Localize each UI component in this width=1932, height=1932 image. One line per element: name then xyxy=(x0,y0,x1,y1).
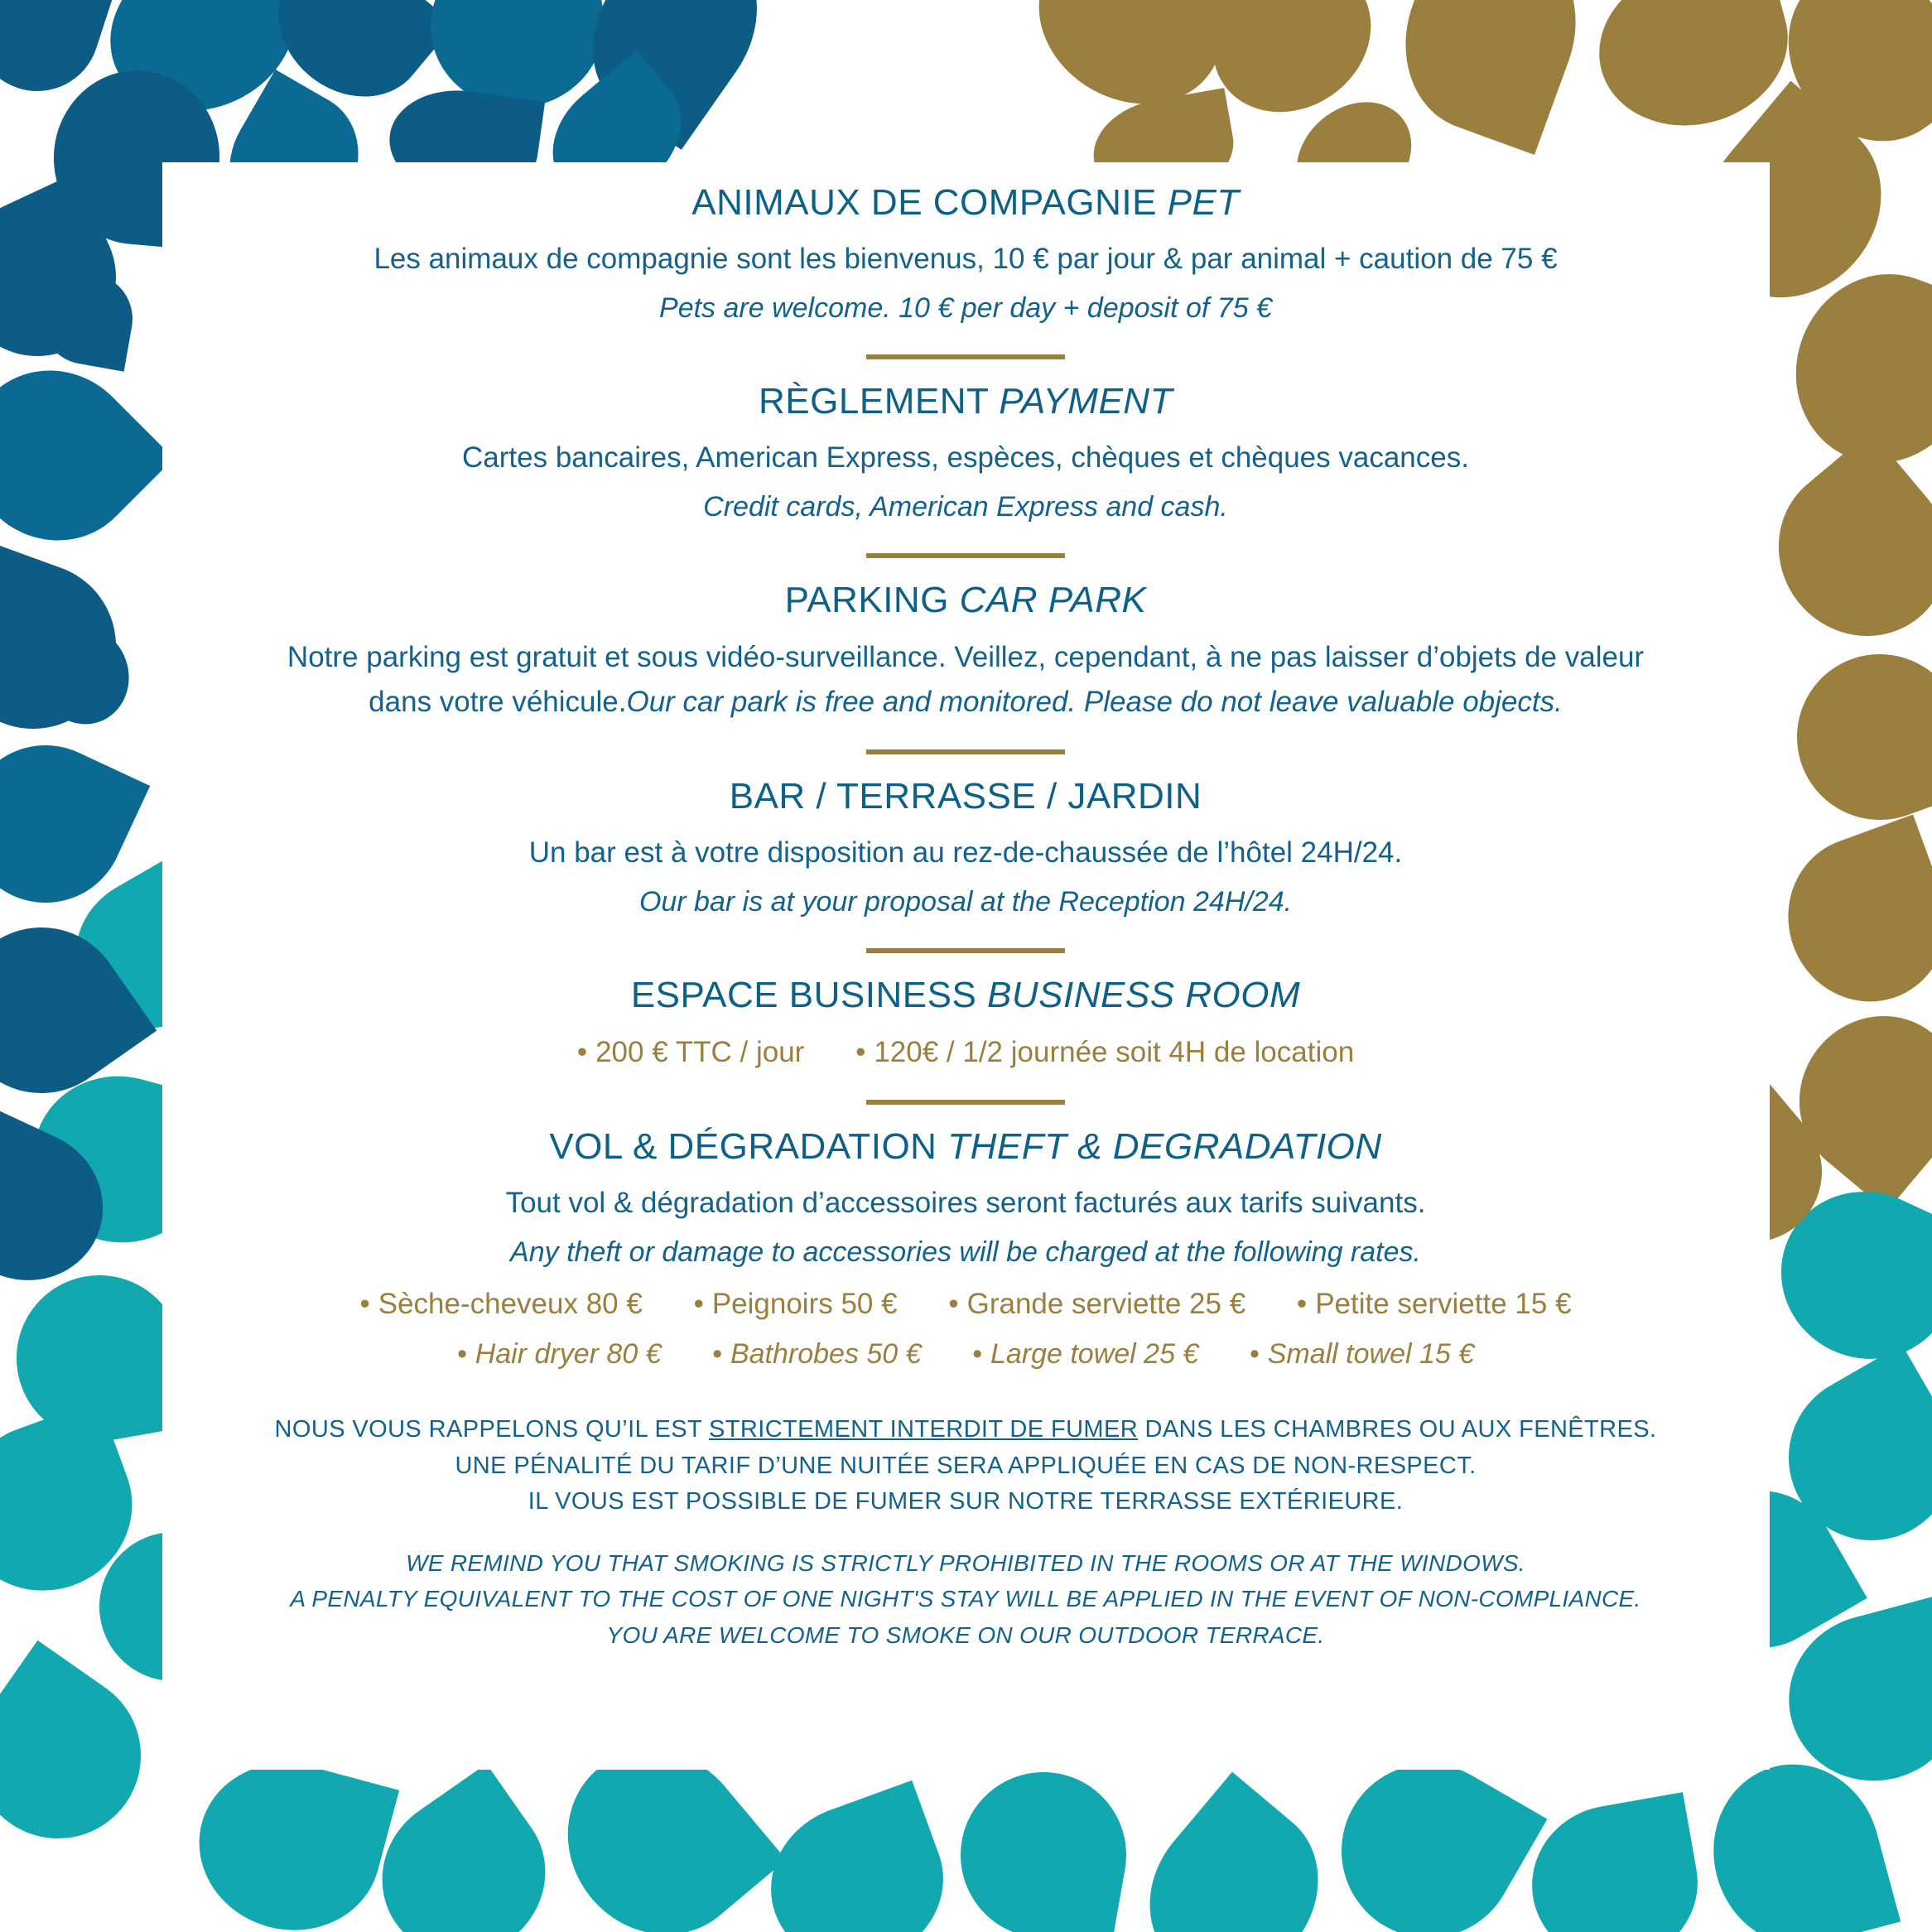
section-theft-text-en: Any theft or damage to accessories will be charged at the following rates. xyxy=(510,1236,1421,1269)
section-parking-text-en: Our car park is free and monitored. Please do not leave valuable objects. xyxy=(626,686,1563,719)
section-parking-text-fr: Notre parking est gratuit et sous vidéo-surveillance. Veillez, cependant, à ne pas laisser d’objets de valeur dans votre véhicule. xyxy=(287,640,1645,719)
bullet-icon: • xyxy=(456,1337,467,1370)
petal-decor-icon xyxy=(1744,431,1932,670)
list-item-label: Petite serviette 15 € xyxy=(1315,1288,1572,1321)
section-divider xyxy=(866,354,1065,359)
list-item-label: Peignoirs 50 € xyxy=(711,1288,898,1321)
section-business-title xyxy=(262,975,1669,1017)
list-item xyxy=(855,1030,1354,1075)
document-body xyxy=(262,182,1669,1653)
list-item xyxy=(1250,1332,1474,1376)
section-pets-text-fr: Les animaux de compagnie sont les bienvenus, 10 € par jour & par animal + caution de 75 € xyxy=(373,242,1558,275)
section-divider xyxy=(866,749,1065,754)
theft-price-list-en xyxy=(262,1332,1669,1376)
section-payment xyxy=(262,381,1669,528)
section-parking-title-fr: PARKING xyxy=(784,580,949,621)
smoking-notice-en xyxy=(262,1545,1669,1653)
bullet-icon: • xyxy=(1249,1337,1260,1370)
section-bar-text-en: Our bar is at your proposal at the Reception 24H/24. xyxy=(638,886,1293,918)
section-bar-title xyxy=(262,776,1669,818)
content-card xyxy=(162,162,1770,1770)
bullet-icon: • xyxy=(948,1288,959,1321)
smoking-notice-en-line1: WE REMIND YOU THAT SMOKING IS STRICTLY PROHIBITED IN THE ROOMS OR AT THE WINDOWS. xyxy=(406,1549,1525,1576)
petal-decor-icon xyxy=(1379,0,1602,155)
section-theft-title-en: THEFT & DEGRADATION xyxy=(947,1126,1382,1168)
section-parking-title xyxy=(262,580,1669,622)
section-payment-text-fr: Cartes bancaires, American Express, espèces, chèques et chèques vacances. xyxy=(462,441,1469,474)
section-payment-text-en: Credit cards, American Express and cash. xyxy=(703,491,1228,523)
list-item xyxy=(712,1332,922,1376)
section-business-title-fr: ESPACE BUSINESS xyxy=(630,975,977,1016)
bullet-icon: • xyxy=(576,1035,588,1068)
section-pets-title xyxy=(262,182,1669,224)
section-pets-text-en: Pets are welcome. 10 € per day + deposit of 75 € xyxy=(659,292,1272,325)
list-item-label: 120€ / 1/2 journée soit 4H de location xyxy=(874,1035,1355,1068)
petal-decor-icon xyxy=(181,1743,399,1932)
smoking-notice-fr-line1 xyxy=(262,1412,1669,1448)
bullet-icon: • xyxy=(855,1035,866,1068)
section-divider xyxy=(866,1100,1065,1105)
list-item-label: Grande serviette 25 € xyxy=(966,1288,1246,1321)
petal-decor-icon xyxy=(1766,815,1932,1024)
section-bar xyxy=(262,776,1669,923)
smoking-fr-after: DANS LES CHAMBRES OU AUX FENÊTRES. xyxy=(1138,1416,1657,1443)
section-pets-title-en: PET xyxy=(1167,182,1240,223)
bullet-icon: • xyxy=(359,1288,370,1321)
section-business xyxy=(262,975,1669,1075)
list-item xyxy=(359,1282,642,1327)
petal-decor-icon xyxy=(947,1759,1139,1932)
section-payment-title-fr: RÈGLEMENT xyxy=(759,381,989,422)
list-item-label: 200 € TTC / jour xyxy=(595,1035,805,1068)
section-theft xyxy=(262,1126,1669,1376)
petal-decor-icon xyxy=(1520,1792,1710,1932)
list-item-label: Sèche-cheveux 80 € xyxy=(378,1288,643,1321)
section-business-title-en: BUSINESS ROOM xyxy=(987,975,1301,1016)
list-item xyxy=(972,1332,1198,1376)
petal-decor-icon xyxy=(1774,631,1932,843)
section-parking-text xyxy=(262,635,1669,725)
petal-decor-icon xyxy=(0,335,174,576)
section-payment-title xyxy=(262,381,1669,423)
smoking-notice-fr xyxy=(262,1412,1669,1520)
list-item xyxy=(948,1282,1245,1327)
section-bar-title-fr: BAR / TERRASSE / JARDIN xyxy=(729,776,1202,817)
list-item xyxy=(1297,1282,1572,1327)
list-item xyxy=(577,1030,805,1075)
list-item-label: Small towel 15 € xyxy=(1267,1337,1475,1370)
smoking-notice-en-line2: A PENALTY EQUIVALENT TO THE COST OF ONE NIGHT'S STAY WILL BE APPLIED IN THE EVENT OF NON-COMPLIANCE. xyxy=(290,1586,1641,1612)
smoking-notice-fr-line2: UNE PÉNALITÉ DU TARIF D’UNE NUITÉE SERA APPLIQUÉE EN CAS DE NON-RESPECT. xyxy=(455,1452,1477,1479)
section-divider xyxy=(866,948,1065,953)
list-item-label: Large towel 25 € xyxy=(990,1337,1199,1370)
smoking-fr-underline: STRICTEMENT INTERDIT DE FUMER xyxy=(709,1416,1139,1443)
theft-price-list-fr xyxy=(262,1282,1669,1327)
list-item xyxy=(457,1332,662,1376)
section-theft-title xyxy=(262,1126,1669,1168)
petal-decor-icon xyxy=(1115,1772,1353,1932)
smoking-notice-fr-line3: IL VOUS EST POSSIBLE DE FUMER SUR NOTRE TERRASSE EXTÉRIEURE. xyxy=(528,1488,1404,1515)
bullet-icon: • xyxy=(972,1337,982,1370)
section-bar-text-fr: Un bar est à votre disposition au rez-de-chaussée de l’hôtel 24H/24. xyxy=(528,836,1403,869)
bullet-icon: • xyxy=(1296,1288,1308,1321)
petal-decor-icon xyxy=(749,1780,966,1932)
list-item-label: Hair dryer 80 € xyxy=(475,1337,662,1370)
bullet-icon: • xyxy=(712,1337,722,1370)
section-payment-title-en: PAYMENT xyxy=(999,381,1173,422)
section-pets-title-fr: ANIMAUX DE COMPAGNIE xyxy=(691,182,1157,223)
list-item-label: Bathrobes 50 € xyxy=(730,1337,922,1370)
section-parking xyxy=(262,580,1669,725)
section-divider xyxy=(866,553,1065,558)
section-pets xyxy=(262,182,1669,330)
section-theft-text-fr: Tout vol & dégradation d’accessoires seront facturés aux tarifs suivants. xyxy=(505,1186,1426,1219)
section-parking-title-en: CAR PARK xyxy=(959,580,1147,621)
section-theft-title-fr: VOL & DÉGRADATION xyxy=(549,1126,937,1168)
bullet-icon: • xyxy=(693,1288,704,1321)
smoking-notice-en-line3: YOU ARE WELCOME TO SMOKE ON OUR OUTDOOR TERRACE. xyxy=(606,1621,1325,1648)
section-business-price-list xyxy=(262,1030,1669,1075)
smoking-fr-before: NOUS VOUS RAPPELONS QU’IL EST xyxy=(274,1416,710,1443)
list-item xyxy=(694,1282,898,1327)
